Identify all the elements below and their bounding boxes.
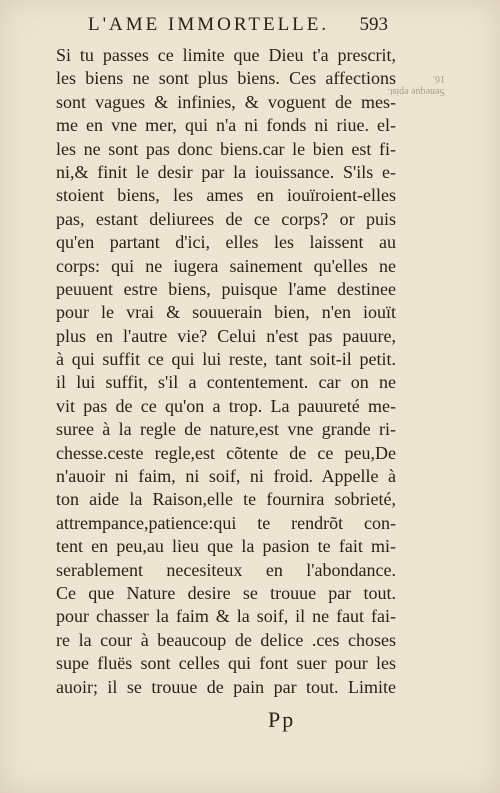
text-line: plus en l'autre vie? Celui n'est pas pauure, [56,325,396,346]
text-line: auoir; il se trouue de pain par tout. Limite [56,676,396,697]
text-line: Ce que Nature desire se trouue par tout. [56,582,396,603]
text-line: pas, estant deliurees de ce corps? or puis [56,208,396,229]
text-line: ton aide la Raison,elle te fournira sobrieté, [56,489,396,510]
text-line: supe fluës sont celles qui font suer pour les [56,653,396,674]
text-line: Si tu passes ce limite que Dieu t'a prescrit, [56,45,396,65]
catchword: Pp [268,707,296,732]
text-line: les biens ne sont plus biens. Ces affections [56,68,396,89]
text-line: tent en peu,au lieu que la pasion te fait mi- [56,536,396,557]
margin-note-line: Seneque epist. [387,86,445,97]
running-head [58,14,388,40]
text-line: pour le vrai & souuerain bien, n'en iouït [56,302,396,323]
text-line: serablement necesiteux en l'abondance. [56,559,396,580]
text-line: il lui suffit, s'il a contentement. car on ne [56,372,396,393]
text-line: attrempance,patience:qui te rendrõt con- [56,512,396,533]
body-text [56,44,396,699]
text-line: qu'en partant d'ici, elles les laissent au [56,232,396,253]
page-number: 593 [359,14,388,35]
text-line: stoient biens, les ames en iouïroient-elles [56,185,396,206]
text-line: sont vagues & infinies, & voguent de mes- [56,91,396,112]
margin-note [387,58,445,98]
running-title: L'AME IMMORTELLE. [88,14,330,35]
text-line: à qui suffit ce qui lui reste, tant soit-il petit. [56,349,396,370]
text-line: chesse.ceste regle,est cõtente de ce peu,De [56,442,396,463]
text-line: pour chasser la faim & la soif, il ne faut fai- [56,606,396,627]
text-line: corps: qui ne iugera sainement qu'elles ne [56,255,396,276]
text-line: vit pas de ce qu'on a trop. La pauureté me- [56,395,396,416]
text-line: ni,& finit le desir par la iouissance. S'ils e- [56,161,396,182]
margin-note-line: 16. [432,73,445,84]
text-line: n'auoir ni faim, ni soif, ni froid. Appelle à [56,466,396,487]
text-line: me en vne mer, qui n'a ni fonds ni riue. el- [56,115,396,136]
text-line: suree à la regle de nature,est vne grande ri- [56,419,396,440]
text-line: re la cour à beaucoup de delice .ces choses [56,629,396,650]
text-line: peuuent estre biens, puisque l'ame destinee [56,278,396,299]
text-line: les ne sont pas donc biens.car le bien est fi- [56,138,396,159]
